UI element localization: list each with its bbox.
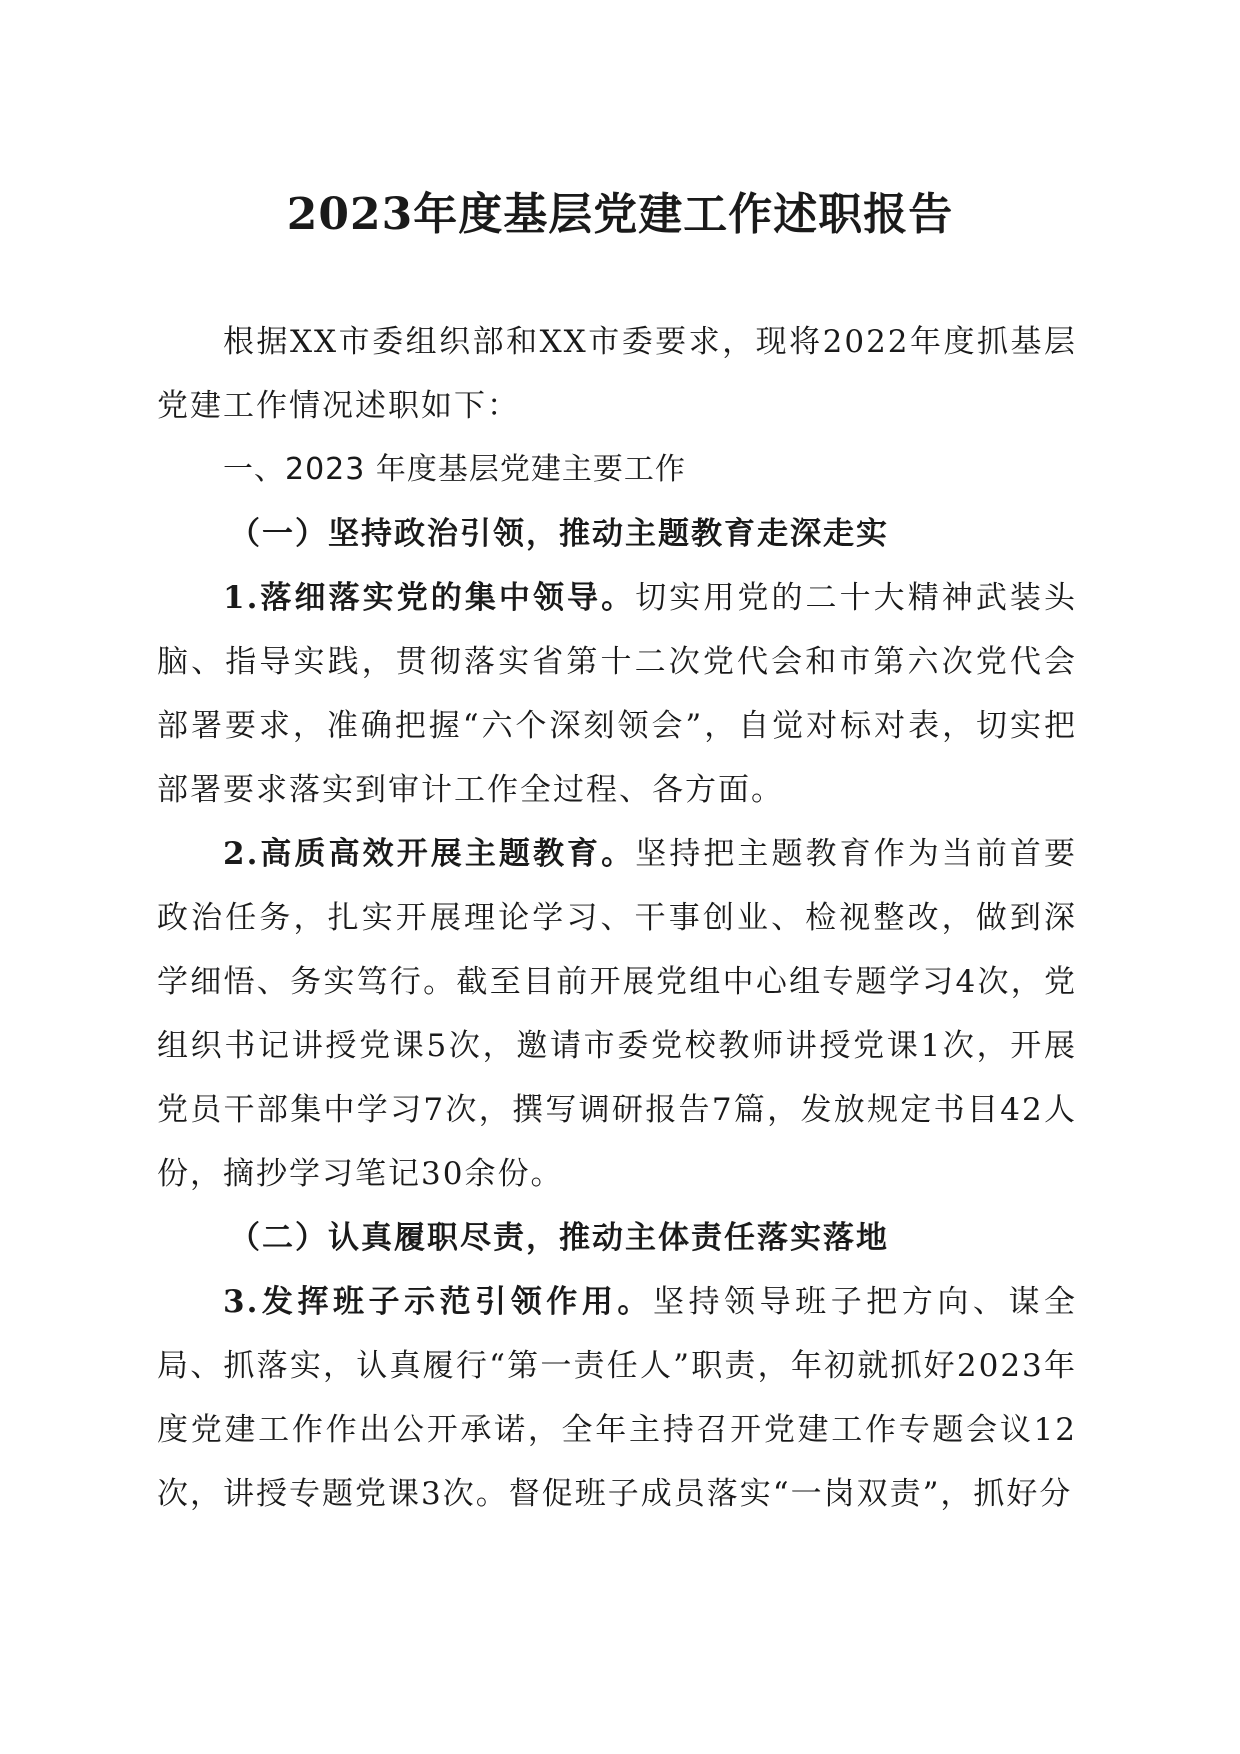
item-paragraph-3: [157, 1270, 1077, 1526]
section-heading-1: 一、2023 年度基层党建主要工作: [223, 452, 686, 487]
intro-paragraph: 根据XX市委组织部和XX市委要求，现将2022年度抓基层党建工作情况述职如下：: [157, 324, 1077, 424]
document-title: 2023年度基层党建工作述职报告: [286, 189, 954, 240]
item-lead-1: 1.落细落实党的集中领导。: [223, 580, 636, 616]
item-text-1: 切实用党的二十大精神武装头脑、指导实践，贯彻落实省第十二次党代会和市第六次党代会部署要求，准确把握“六个深刻领会”，自觉对标对表，切实把部署要求落实到审计工作全过程、各方面。: [157, 580, 1077, 808]
item-lead-2: 2.高质高效开展主题教育。: [223, 836, 636, 872]
subsection-heading-1: （一）坚持政治引领，推动主题教育走深走实: [229, 516, 889, 552]
document-body: [157, 310, 1077, 1526]
item-text-2: 坚持把主题教育作为当前首要政治任务，扎实开展理论学习、干事创业、检视整改，做到深学细悟、务实笃行。截至目前开展党组中心组专题学习4次，党组织书记讲授党课5次，邀请市委党校教师讲授党课1次，开展党员干部集中学习7次，撰写调研报告7篇，发放规定书目42人份，摘抄学习笔记30余份。: [157, 836, 1077, 1192]
item-text-3: 坚持领导班子把方向、谋全局、抓落实，认真履行“第一责任人”职责，年初就抓好2023年度党建工作作出公开承诺，全年主持召开党建工作专题会议12次，讲授专题党课3次。督促班子成员落实“一岗双责”，抓好分: [157, 1284, 1077, 1512]
item-paragraph-1: [157, 566, 1077, 822]
item-paragraph-2: [157, 822, 1077, 1206]
subsection-heading-2: （二）认真履职尽责，推动主体责任落实落地: [229, 1220, 889, 1256]
item-lead-3: 3.发挥班子示范引领作用。: [223, 1284, 653, 1320]
